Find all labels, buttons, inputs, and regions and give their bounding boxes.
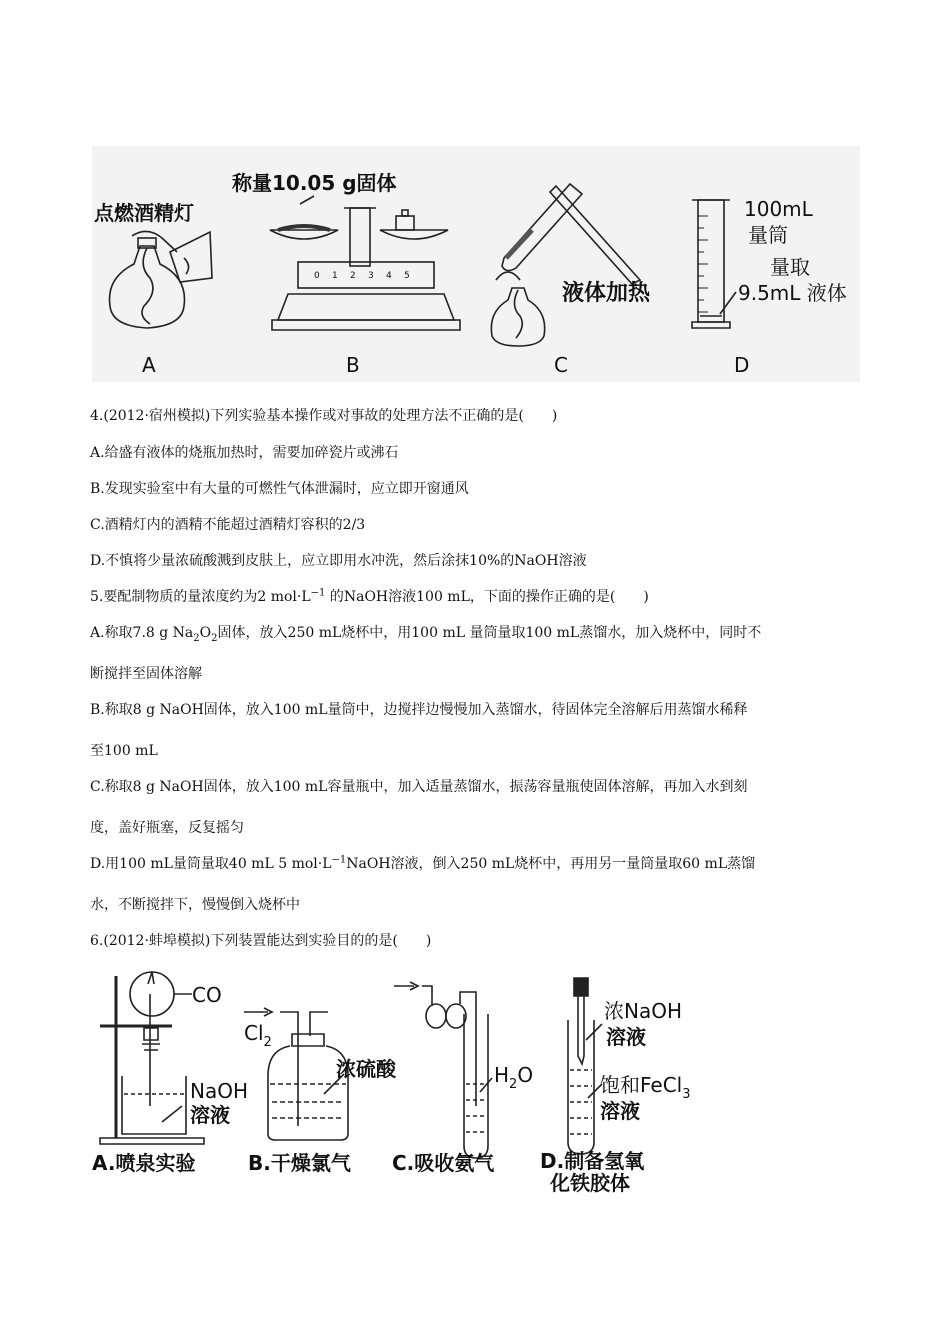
panel-a-caption: 点燃酒精灯 — [94, 201, 194, 225]
right-pan-icon — [380, 230, 448, 239]
panel-a-apparatus — [92, 972, 248, 1175]
panel-d-apparatus — [540, 978, 691, 1195]
panel-c-caption: 液体加热 — [562, 281, 651, 306]
inlet-tube-icon — [280, 1012, 298, 1126]
outlet-tube-icon — [310, 1012, 328, 1036]
panel-a-apparatus-caption: A.喷泉实验 — [92, 1151, 196, 1175]
panel-d-caption-4: 9.5mL 液体 — [738, 281, 847, 305]
figure-lab-operations — [92, 146, 860, 382]
panel-a-solution-2: 溶液 — [190, 1103, 230, 1127]
panel-a-letter: A — [142, 353, 156, 377]
q5-option-a-line2: 断搅拌至固体溶解 — [90, 666, 202, 682]
q4-option-b: B.发现实验室中有大量的可燃性气体泄漏时，应立即开窗通风 — [90, 481, 469, 497]
svg-text:1: 1 — [332, 271, 338, 281]
panel-d-caption-2: 量筒 — [748, 223, 788, 247]
stand-base-icon — [100, 1138, 204, 1144]
q6-stem: 6.(2012·蚌埠模拟)下列装置能达到实验目的的是( ) — [90, 933, 432, 949]
balance-base-icon — [278, 294, 454, 320]
panel-d-reagent-3: 饱和FeCl$_3$ — [600, 1073, 691, 1102]
dropper-icon — [578, 996, 584, 1064]
panel-a-solution-1: NaOH — [190, 1079, 248, 1103]
panel-c-letter: C — [554, 353, 568, 377]
panel-b-gas: $Cl_2$ — [244, 1021, 272, 1050]
flame-icon — [496, 272, 520, 280]
q5-option-d-line1: D.用100 mL量筒量取40 mL 5 $mol\cdot L^{-1}NaOH$溶液，倒入250 mL烧杯中，再用另一量筒量取60 mL蒸馏 — [90, 854, 756, 872]
q5-option-b-line2: 至100 mL — [90, 743, 158, 759]
panel-a — [94, 201, 212, 377]
svg-text:4: 4 — [386, 271, 392, 281]
panel-b-apparatus — [244, 1008, 397, 1175]
q5-option-c-line1: C.称取8 g NaOH固体，放入100 mL容量瓶中，加入适量蒸馏水，振荡容量瓶使固体溶解，再加入水到刻 — [90, 779, 748, 795]
panel-d-apparatus-caption-1: D.制备氢氧 — [540, 1149, 645, 1173]
panel-d-caption-1: 100mL — [744, 197, 813, 221]
test-tube-icon — [502, 184, 582, 271]
panel-b-acid: 浓硫酸 — [336, 1057, 396, 1081]
cylinder-graduations — [698, 216, 708, 312]
panel-a-gas: CO — [192, 983, 222, 1007]
panel-d-caption-3: 量取 — [770, 255, 810, 279]
second-lamp-icon — [170, 232, 212, 282]
scale-ticks — [314, 271, 410, 281]
q5-option-a-line1: A.称取7.8 g $Na_2O_2$固体，放入250 mL烧杯中，用100 mL 量筒量取100 mL蒸馏水，加入烧杯中，同时不 — [90, 625, 762, 644]
test-tube-holder-icon — [550, 186, 640, 284]
weight-icon — [396, 216, 414, 230]
round-flask-icon — [130, 972, 174, 1016]
balance-pillar-icon — [350, 208, 370, 266]
panel-d — [692, 197, 847, 377]
q5-stem: 5.要配制物质的量浓度约为2 $mol\cdot L^{-1}$ 的NaOH溶液100 mL，下面的操作正确的是( ) — [90, 587, 649, 605]
graduated-cylinder-icon — [698, 200, 724, 322]
svg-text:0: 0 — [314, 271, 320, 281]
panel-b — [231, 171, 460, 377]
q5-option-b-line1: B.称取8 g NaOH固体，放入100 mL量筒中，边搅拌边慢慢加入蒸馏水，待固体完全溶解后用蒸馏水稀释 — [90, 702, 748, 718]
wick-icon — [142, 248, 153, 324]
alcohol-lamp-icon — [110, 246, 185, 328]
panel-c — [491, 184, 651, 377]
q5-option-d-line2: 水，不断搅拌下，慢慢倒入烧杯中 — [90, 897, 300, 913]
panel-c-apparatus — [392, 982, 533, 1175]
dropper-bulb-icon — [574, 978, 588, 996]
figure-lab-operations-svg — [92, 146, 860, 382]
safety-bulb-icon — [426, 1004, 446, 1028]
panel-d-reagent-1: 浓NaOH — [604, 999, 682, 1023]
svg-text:2: 2 — [350, 271, 356, 281]
beaker-icon — [122, 1076, 186, 1134]
bottle-stopper-icon — [292, 1034, 324, 1046]
q5-option-c-line2: 度，盖好瓶塞，反复摇匀 — [90, 820, 244, 836]
svg-text:5: 5 — [404, 271, 410, 281]
panel-c-water: $H_2O$ — [494, 1063, 534, 1092]
alcohol-lamp-c-icon — [491, 288, 544, 346]
stopper-icon — [144, 1028, 158, 1040]
panel-b-apparatus-caption: B.干燥氯气 — [248, 1151, 351, 1175]
panel-d-reagent-2: 溶液 — [606, 1025, 646, 1049]
figure-lab-apparatus — [92, 966, 732, 1196]
figure-lab-apparatus-svg — [92, 966, 732, 1196]
q4-option-a: A.给盛有液体的烧瓶加热时，需要加碎瓷片或沸石 — [90, 445, 399, 461]
delivery-tube-icon — [460, 992, 476, 1106]
panel-c-apparatus-caption: C.吸收氨气 — [392, 1151, 495, 1175]
panel-d-reagent-4: 溶液 — [600, 1099, 640, 1123]
panel-b-letter: B — [346, 353, 360, 377]
panel-d-letter: D — [734, 353, 750, 377]
q4-option-d: D.不慎将少量浓硫酸溅到皮肤上，应立即用水冲洗，然后涂抹10%的NaOH溶液 — [90, 553, 587, 569]
q4-stem: 4.(2012·宿州模拟)下列实验基本操作或对事故的处理方法不正确的是( ) — [90, 408, 558, 424]
q4-option-c: C.酒精灯内的酒精不能超过酒精灯容积的2/3 — [90, 517, 366, 533]
panel-d-apparatus-caption-2: 化铁胶体 — [550, 1171, 630, 1195]
svg-text:3: 3 — [368, 271, 374, 281]
panel-b-caption: 称量10.05 g固体 — [232, 171, 397, 195]
